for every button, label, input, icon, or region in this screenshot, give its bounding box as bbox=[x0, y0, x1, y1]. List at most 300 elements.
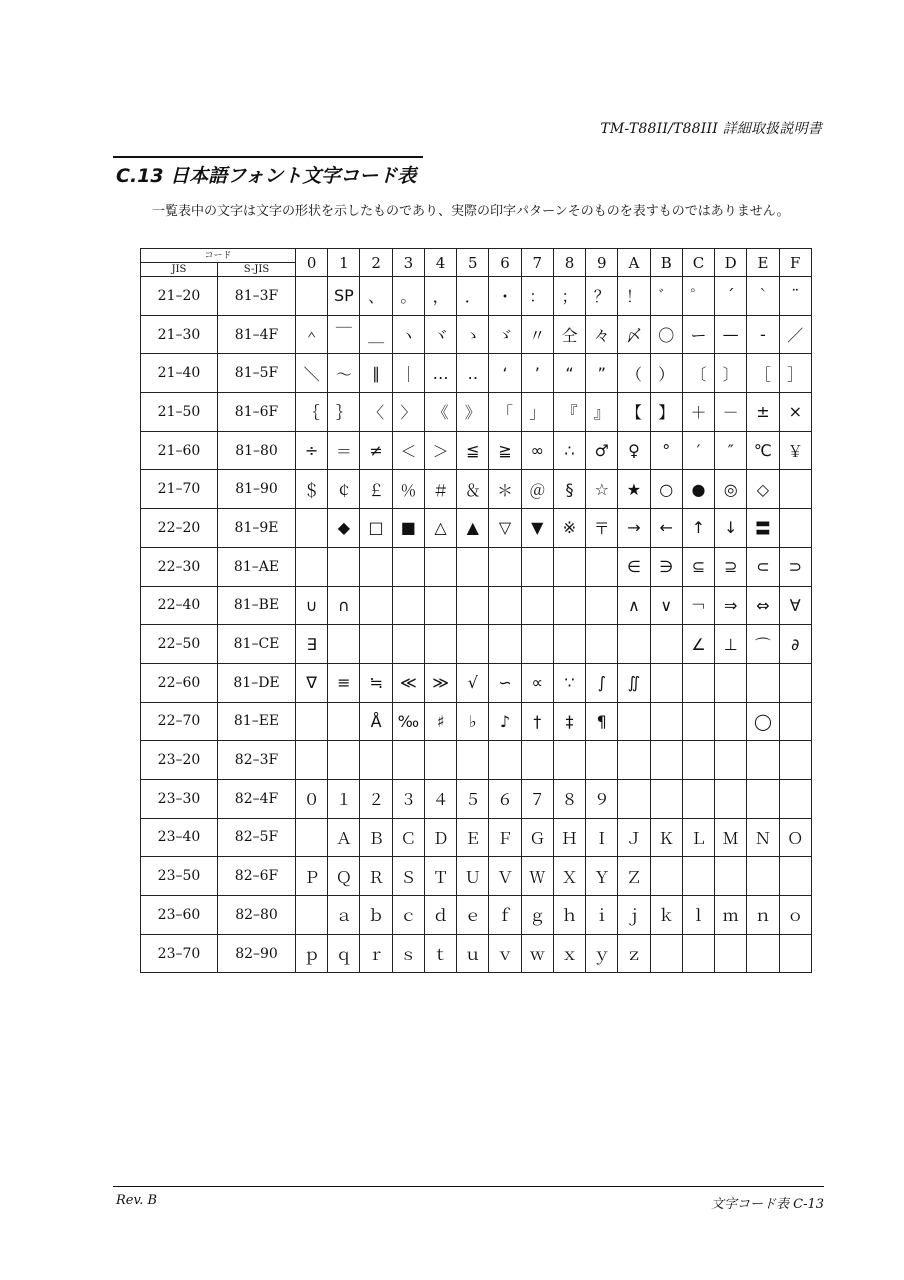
glyph-cell: ＿ bbox=[360, 315, 392, 354]
glyph-cell: ☆ bbox=[586, 470, 618, 509]
table-row bbox=[141, 818, 812, 857]
glyph-cell: Ｚ bbox=[618, 857, 650, 896]
glyph-cell: ゞ bbox=[489, 315, 521, 354]
jis-code-cell: 21–40 bbox=[141, 354, 218, 393]
jis-code-cell: 23–30 bbox=[141, 779, 218, 818]
glyph-cell: ⊃ bbox=[779, 547, 811, 586]
jis-code-cell: 23–50 bbox=[141, 857, 218, 896]
glyph-cell: Ｙ bbox=[586, 857, 618, 896]
glyph-cell: ＊ bbox=[489, 470, 521, 509]
glyph-cell: Ｒ bbox=[360, 857, 392, 896]
glyph-cell: ∃ bbox=[296, 625, 328, 664]
glyph-cell bbox=[779, 934, 811, 973]
glyph-cell: ∞ bbox=[521, 431, 553, 470]
glyph-cell: ♀ bbox=[618, 431, 650, 470]
glyph-cell: — bbox=[715, 315, 747, 354]
title-rule bbox=[113, 156, 423, 158]
glyph-cell: ∪ bbox=[296, 586, 328, 625]
glyph-cell: ∴ bbox=[553, 431, 585, 470]
glyph-cell bbox=[650, 779, 682, 818]
sjis-header: S-JIS bbox=[218, 263, 296, 277]
glyph-cell: 《 bbox=[424, 393, 456, 432]
table-row bbox=[141, 393, 812, 432]
table-row bbox=[141, 277, 812, 316]
glyph-cell: 【 bbox=[618, 393, 650, 432]
glyph-cell: ◇ bbox=[747, 470, 779, 509]
glyph-cell: ＆ bbox=[457, 470, 489, 509]
glyph-cell: ≒ bbox=[360, 663, 392, 702]
revision-label: Rev. B bbox=[116, 1193, 158, 1208]
sjis-code-cell: 81–90 bbox=[218, 470, 296, 509]
glyph-cell: ∵ bbox=[553, 663, 585, 702]
glyph-cell: ６ bbox=[489, 779, 521, 818]
glyph-cell: ｘ bbox=[553, 934, 585, 973]
glyph-cell bbox=[553, 625, 585, 664]
sjis-code-cell: 81–5F bbox=[218, 354, 296, 393]
glyph-cell: ９ bbox=[586, 779, 618, 818]
glyph-cell bbox=[618, 702, 650, 741]
glyph-cell: ⊇ bbox=[715, 547, 747, 586]
glyph-cell bbox=[360, 586, 392, 625]
glyph-cell: ∇ bbox=[296, 663, 328, 702]
glyph-cell bbox=[618, 741, 650, 780]
glyph-cell: ∠ bbox=[682, 625, 714, 664]
glyph-cell: ｈ bbox=[553, 896, 585, 935]
glyph-cell: ８ bbox=[553, 779, 585, 818]
glyph-cell: ♭ bbox=[457, 702, 489, 741]
glyph-cell: １ bbox=[328, 779, 360, 818]
glyph-cell bbox=[650, 625, 682, 664]
glyph-cell: ※ bbox=[553, 509, 585, 548]
jis-header: JIS bbox=[141, 263, 218, 277]
sjis-code-cell: 81–6F bbox=[218, 393, 296, 432]
glyph-cell bbox=[618, 779, 650, 818]
glyph-cell bbox=[457, 741, 489, 780]
glyph-cell: ｊ bbox=[618, 896, 650, 935]
glyph-cell: § bbox=[553, 470, 585, 509]
glyph-cell: ⊂ bbox=[747, 547, 779, 586]
jis-code-cell: 21–70 bbox=[141, 470, 218, 509]
glyph-cell: ∋ bbox=[650, 547, 682, 586]
glyph-cell: ｆ bbox=[489, 896, 521, 935]
glyph-cell: 〃 bbox=[521, 315, 553, 354]
glyph-cell: ４ bbox=[424, 779, 456, 818]
glyph-cell: ← bbox=[650, 509, 682, 548]
glyph-cell bbox=[779, 470, 811, 509]
glyph-cell: Ｌ bbox=[682, 818, 714, 857]
glyph-cell: ÷ bbox=[296, 431, 328, 470]
glyph-cell: Ｗ bbox=[521, 857, 553, 896]
glyph-cell: ｎ bbox=[747, 896, 779, 935]
glyph-cell: ゛ bbox=[650, 277, 682, 316]
glyph-cell bbox=[360, 547, 392, 586]
glyph-cell: ↑ bbox=[682, 509, 714, 548]
glyph-cell: ｚ bbox=[618, 934, 650, 973]
sjis-code-cell: 82–4F bbox=[218, 779, 296, 818]
glyph-cell: ∈ bbox=[618, 547, 650, 586]
table-row bbox=[141, 431, 812, 470]
glyph-cell bbox=[360, 741, 392, 780]
glyph-cell bbox=[586, 741, 618, 780]
glyph-cell bbox=[392, 547, 424, 586]
glyph-cell bbox=[296, 741, 328, 780]
glyph-cell: ∀ bbox=[779, 586, 811, 625]
glyph-cell: ≧ bbox=[489, 431, 521, 470]
glyph-cell: ３ bbox=[392, 779, 424, 818]
glyph-cell: ー bbox=[682, 315, 714, 354]
sjis-code-cell: 81–80 bbox=[218, 431, 296, 470]
glyph-cell: Ｘ bbox=[553, 857, 585, 896]
sjis-code-cell: 82–6F bbox=[218, 857, 296, 896]
glyph-cell: 】 bbox=[650, 393, 682, 432]
glyph-cell: ± bbox=[747, 393, 779, 432]
glyph-cell: ｙ bbox=[586, 934, 618, 973]
glyph-cell bbox=[747, 934, 779, 973]
glyph-cell: ｓ bbox=[392, 934, 424, 973]
glyph-cell bbox=[392, 586, 424, 625]
table-row bbox=[141, 470, 812, 509]
glyph-cell: Ｋ bbox=[650, 818, 682, 857]
glyph-cell bbox=[553, 741, 585, 780]
glyph-cell bbox=[457, 586, 489, 625]
jis-code-cell: 21–60 bbox=[141, 431, 218, 470]
glyph-cell: ≡ bbox=[328, 663, 360, 702]
glyph-cell: 〓 bbox=[747, 509, 779, 548]
table-row bbox=[141, 702, 812, 741]
glyph-cell: ｉ bbox=[586, 896, 618, 935]
glyph-cell: ≦ bbox=[457, 431, 489, 470]
glyph-cell: ￥ bbox=[779, 431, 811, 470]
glyph-cell: → bbox=[618, 509, 650, 548]
glyph-cell: ∽ bbox=[489, 663, 521, 702]
glyph-cell: ▼ bbox=[521, 509, 553, 548]
glyph-cell bbox=[457, 547, 489, 586]
glyph-cell: 〆 bbox=[618, 315, 650, 354]
table-row bbox=[141, 779, 812, 818]
column-header: 9 bbox=[586, 249, 618, 277]
glyph-cell: ！ bbox=[618, 277, 650, 316]
glyph-cell: ⇒ bbox=[715, 586, 747, 625]
glyph-cell bbox=[715, 702, 747, 741]
sjis-code-cell: 81–AE bbox=[218, 547, 296, 586]
glyph-cell: ‐ bbox=[747, 315, 779, 354]
glyph-cell: ∝ bbox=[521, 663, 553, 702]
glyph-cell: Ｂ bbox=[360, 818, 392, 857]
glyph-cell bbox=[296, 509, 328, 548]
glyph-cell: （ bbox=[618, 354, 650, 393]
glyph-cell bbox=[650, 934, 682, 973]
glyph-cell: 》 bbox=[457, 393, 489, 432]
glyph-cell: ↓ bbox=[715, 509, 747, 548]
glyph-cell bbox=[392, 625, 424, 664]
glyph-cell: ｋ bbox=[650, 896, 682, 935]
glyph-cell: ｀ bbox=[747, 277, 779, 316]
glyph-cell bbox=[747, 741, 779, 780]
glyph-cell: Ｅ bbox=[457, 818, 489, 857]
glyph-cell: ｛ bbox=[296, 393, 328, 432]
glyph-cell: ￡ bbox=[360, 470, 392, 509]
glyph-cell: ｌ bbox=[682, 896, 714, 935]
glyph-cell bbox=[586, 625, 618, 664]
glyph-cell bbox=[328, 625, 360, 664]
glyph-cell: Ｍ bbox=[715, 818, 747, 857]
jis-code-cell: 22–20 bbox=[141, 509, 218, 548]
glyph-cell: ∫ bbox=[586, 663, 618, 702]
sjis-code-cell: 81–BE bbox=[218, 586, 296, 625]
glyph-cell: ○ bbox=[650, 470, 682, 509]
sjis-code-cell: 81–3F bbox=[218, 277, 296, 316]
glyph-cell bbox=[779, 509, 811, 548]
glyph-cell bbox=[489, 547, 521, 586]
glyph-cell: Ｉ bbox=[586, 818, 618, 857]
table-row bbox=[141, 896, 812, 935]
glyph-cell: 『 bbox=[553, 393, 585, 432]
table-row bbox=[141, 509, 812, 548]
glyph-cell: ｗ bbox=[521, 934, 553, 973]
glyph-cell bbox=[360, 625, 392, 664]
glyph-cell: ’ bbox=[521, 354, 553, 393]
jis-code-cell: 23–70 bbox=[141, 934, 218, 973]
glyph-cell bbox=[747, 857, 779, 896]
glyph-cell: □ bbox=[360, 509, 392, 548]
jis-code-cell: 23–60 bbox=[141, 896, 218, 935]
column-header: D bbox=[715, 249, 747, 277]
sjis-code-cell: 81–DE bbox=[218, 663, 296, 702]
sjis-code-cell: 81–9E bbox=[218, 509, 296, 548]
glyph-cell bbox=[328, 547, 360, 586]
glyph-cell: ； bbox=[553, 277, 585, 316]
glyph-cell bbox=[715, 779, 747, 818]
sjis-code-cell: 82–80 bbox=[218, 896, 296, 935]
glyph-cell: † bbox=[521, 702, 553, 741]
table-row bbox=[141, 586, 812, 625]
glyph-cell: Ｇ bbox=[521, 818, 553, 857]
column-header: 1 bbox=[328, 249, 360, 277]
glyph-cell: ［ bbox=[747, 354, 779, 393]
glyph-cell: ＝ bbox=[328, 431, 360, 470]
glyph-cell: ≠ bbox=[360, 431, 392, 470]
table-row bbox=[141, 663, 812, 702]
glyph-cell: ｝ bbox=[328, 393, 360, 432]
sjis-code-cell: 81–CE bbox=[218, 625, 296, 664]
glyph-cell: 。 bbox=[392, 277, 424, 316]
jis-code-cell: 22–30 bbox=[141, 547, 218, 586]
glyph-cell: ◆ bbox=[328, 509, 360, 548]
glyph-cell bbox=[682, 663, 714, 702]
glyph-cell: ・ bbox=[489, 277, 521, 316]
glyph-cell: ） bbox=[650, 354, 682, 393]
header-row bbox=[141, 249, 812, 263]
glyph-cell: ヾ bbox=[424, 315, 456, 354]
glyph-cell: … bbox=[424, 354, 456, 393]
footer-rule bbox=[113, 1186, 824, 1187]
glyph-cell: ” bbox=[586, 354, 618, 393]
column-header: C bbox=[682, 249, 714, 277]
glyph-cell: ｒ bbox=[360, 934, 392, 973]
jis-code-cell: 21–20 bbox=[141, 277, 218, 316]
glyph-cell: ◎ bbox=[715, 470, 747, 509]
glyph-cell: ▲ bbox=[457, 509, 489, 548]
character-code-table bbox=[140, 248, 812, 973]
glyph-cell: ｖ bbox=[489, 934, 521, 973]
column-header: 6 bbox=[489, 249, 521, 277]
glyph-cell bbox=[586, 547, 618, 586]
glyph-cell: Ｆ bbox=[489, 818, 521, 857]
glyph-cell bbox=[424, 586, 456, 625]
glyph-cell: ｄ bbox=[424, 896, 456, 935]
glyph-cell: ● bbox=[682, 470, 714, 509]
glyph-cell: ７ bbox=[521, 779, 553, 818]
glyph-cell bbox=[296, 896, 328, 935]
glyph-cell bbox=[715, 934, 747, 973]
glyph-cell: 仝 bbox=[553, 315, 585, 354]
section-title: C.13 日本語フォント文字コード表 bbox=[116, 165, 417, 187]
glyph-cell bbox=[392, 741, 424, 780]
glyph-cell: ▽ bbox=[489, 509, 521, 548]
glyph-cell: ＃ bbox=[424, 470, 456, 509]
glyph-cell: ｏ bbox=[779, 896, 811, 935]
glyph-cell: ∨ bbox=[650, 586, 682, 625]
glyph-cell: ＠ bbox=[521, 470, 553, 509]
glyph-cell: 々 bbox=[586, 315, 618, 354]
glyph-cell: － bbox=[715, 393, 747, 432]
glyph-cell bbox=[553, 586, 585, 625]
glyph-cell bbox=[296, 818, 328, 857]
column-header: 5 bbox=[457, 249, 489, 277]
sjis-code-cell: 82–3F bbox=[218, 741, 296, 780]
glyph-cell bbox=[457, 625, 489, 664]
glyph-cell: ＋ bbox=[682, 393, 714, 432]
glyph-cell: ％ bbox=[392, 470, 424, 509]
glyph-cell: ｔ bbox=[424, 934, 456, 973]
glyph-cell: ｃ bbox=[392, 896, 424, 935]
sjis-code-cell: 81–EE bbox=[218, 702, 296, 741]
column-header: A bbox=[618, 249, 650, 277]
glyph-cell bbox=[715, 663, 747, 702]
glyph-cell: ∂ bbox=[779, 625, 811, 664]
glyph-cell bbox=[521, 741, 553, 780]
glyph-cell: ‥ bbox=[457, 354, 489, 393]
glyph-cell bbox=[489, 625, 521, 664]
glyph-cell: ⊥ bbox=[715, 625, 747, 664]
glyph-cell: ヽ bbox=[392, 315, 424, 354]
glyph-cell bbox=[424, 741, 456, 780]
glyph-cell: ／ bbox=[779, 315, 811, 354]
column-header: 7 bbox=[521, 249, 553, 277]
glyph-cell: ｅ bbox=[457, 896, 489, 935]
table-row bbox=[141, 625, 812, 664]
glyph-cell: ａ bbox=[328, 896, 360, 935]
document-title: TM-T88II/T88III 詳細取扱説明書 bbox=[600, 121, 822, 137]
glyph-cell bbox=[715, 857, 747, 896]
glyph-cell: 〇 bbox=[650, 315, 682, 354]
glyph-cell: ° bbox=[650, 431, 682, 470]
glyph-cell bbox=[424, 547, 456, 586]
glyph-cell: Ｖ bbox=[489, 857, 521, 896]
column-header: B bbox=[650, 249, 682, 277]
glyph-cell bbox=[682, 741, 714, 780]
code-header: コード bbox=[141, 249, 296, 263]
glyph-cell: Ｈ bbox=[553, 818, 585, 857]
column-header: E bbox=[747, 249, 779, 277]
glyph-cell: ￢ bbox=[682, 586, 714, 625]
glyph-cell: ｜ bbox=[392, 354, 424, 393]
glyph-cell: ♯ bbox=[424, 702, 456, 741]
table-row bbox=[141, 934, 812, 973]
glyph-cell: √ bbox=[457, 663, 489, 702]
glyph-cell: ｕ bbox=[457, 934, 489, 973]
glyph-cell: ＞ bbox=[424, 431, 456, 470]
glyph-cell: ¶ bbox=[586, 702, 618, 741]
glyph-cell: ５ bbox=[457, 779, 489, 818]
glyph-cell: Ａ bbox=[328, 818, 360, 857]
glyph-cell bbox=[779, 702, 811, 741]
glyph-cell bbox=[521, 547, 553, 586]
glyph-cell bbox=[715, 741, 747, 780]
page-label: 文字コード表 C-13 bbox=[710, 1197, 824, 1212]
column-header: 4 bbox=[424, 249, 456, 277]
glyph-cell bbox=[682, 857, 714, 896]
glyph-cell: 〔 bbox=[682, 354, 714, 393]
glyph-cell: × bbox=[779, 393, 811, 432]
glyph-cell: ］ bbox=[779, 354, 811, 393]
glyph-cell: ２ bbox=[360, 779, 392, 818]
glyph-cell: 〉 bbox=[392, 393, 424, 432]
glyph-cell: ‡ bbox=[553, 702, 585, 741]
glyph-cell: Ｎ bbox=[747, 818, 779, 857]
glyph-cell: ≪ bbox=[392, 663, 424, 702]
glyph-cell bbox=[586, 586, 618, 625]
jis-code-cell: 23–20 bbox=[141, 741, 218, 780]
glyph-cell: ⊆ bbox=[682, 547, 714, 586]
glyph-cell: Ｕ bbox=[457, 857, 489, 896]
glyph-cell: ⌒ bbox=[747, 625, 779, 664]
glyph-cell: 〒 bbox=[586, 509, 618, 548]
jis-code-cell: 23–40 bbox=[141, 818, 218, 857]
glyph-cell bbox=[682, 779, 714, 818]
column-header: 0 bbox=[296, 249, 328, 277]
glyph-cell bbox=[328, 702, 360, 741]
column-header: 2 bbox=[360, 249, 392, 277]
glyph-cell bbox=[682, 702, 714, 741]
glyph-cell bbox=[618, 625, 650, 664]
glyph-cell: ♂ bbox=[586, 431, 618, 470]
glyph-cell bbox=[650, 663, 682, 702]
table-row bbox=[141, 741, 812, 780]
table-row bbox=[141, 857, 812, 896]
glyph-cell: ¨ bbox=[779, 277, 811, 316]
glyph-cell: ｍ bbox=[715, 896, 747, 935]
glyph-cell: Ｓ bbox=[392, 857, 424, 896]
glyph-cell: ｑ bbox=[328, 934, 360, 973]
table-row bbox=[141, 315, 812, 354]
glyph-cell: Ｑ bbox=[328, 857, 360, 896]
glyph-cell bbox=[296, 277, 328, 316]
glyph-cell: ∩ bbox=[328, 586, 360, 625]
glyph-cell bbox=[747, 779, 779, 818]
glyph-cell: ＄ bbox=[296, 470, 328, 509]
glyph-cell: ´ bbox=[715, 277, 747, 316]
glyph-cell: SP bbox=[328, 277, 360, 316]
jis-code-cell: 21–30 bbox=[141, 315, 218, 354]
jis-code-cell: 22–40 bbox=[141, 586, 218, 625]
glyph-cell bbox=[296, 702, 328, 741]
glyph-cell: ″ bbox=[715, 431, 747, 470]
table-row bbox=[141, 547, 812, 586]
glyph-cell: ∬ bbox=[618, 663, 650, 702]
glyph-cell: ＜ bbox=[392, 431, 424, 470]
column-header: 8 bbox=[553, 249, 585, 277]
